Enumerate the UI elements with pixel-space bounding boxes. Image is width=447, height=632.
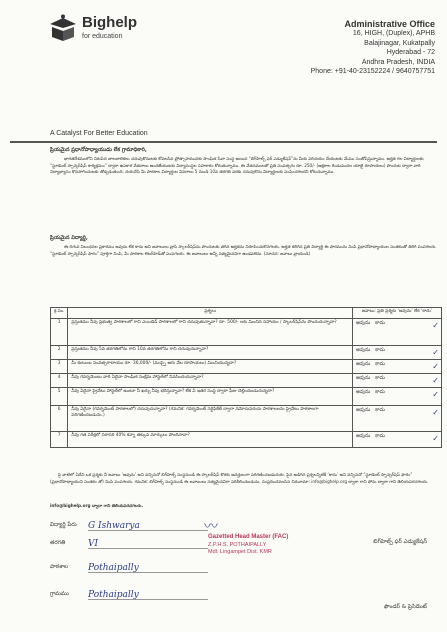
row-answer (353, 319, 442, 346)
body-paragraph-2: ఈ దిగువ నిబంధనల ప్రకారము అవును లేక కాదు అని జవాబులు వ్రాసి స్కాలర్‌షిప్‌ను పొందుటకు తగిన అర్హతను నిరూపించుకొనగలరు. అర్హత కలిగిన ప్రతి విద్యార్థి ఈ ఫారమును నింపి ప్రధానోపాధ్యాయుల సంతకంతో తిరిగి పంపగలరు. “స్టూడెంట్ స్పాన్సర్‌షిప్ ఫారం” పూర్తిగా నింపి, మీ పాఠశాల లెటర్‌హెడ్‌తో పంపగలరు. ఈ జవాబులు అన్నీ సత్యమైనవిగా ఉండవలెను. (సూచన: జవాబు వ్రాయండి) (50, 244, 437, 256)
brand-name: Bighelp (82, 14, 137, 31)
eligibility-table (50, 307, 442, 448)
row-question: మీ కుటుంబ సంవత్సరాదాయం రూ. 36,000/- (ముప్పై ఆరు వేల రూపాయలు) మించియున్నదా? (68, 360, 353, 374)
row-question: నీవు ఏదైనా ప్రైవేటు హాస్టల్‌లో ఉంటూ నీ ఖర్చు నీవు భరిస్తున్నావా? లేక ఏ ఇతర సంస్థ ద్వారా ఫీజు చెల్లించబడుచున్నదా? (68, 388, 353, 406)
answer-no: కాదు (375, 320, 385, 326)
col-header-number: క్ర.సం. (51, 308, 68, 319)
class-row (50, 539, 99, 549)
office-title: Administrative Office (344, 19, 435, 29)
tick-mark-icon: ✓ (432, 362, 439, 371)
school-value: Pothaipally (88, 563, 208, 573)
body-paragraph-1: భారతదేశములోని నిరుపేద బాలబాలికలు చదువుకొనుటకు కోవలసిన ప్రోత్సాహమునకు సాంఘిక సేవా సంస్థ అయిన “బిగ్‌హెల్ప్ ఫర్ ఎడ్యుకేషన్”ను మీకు పరిచయం చేయుటకు మేము సంతోషిస్తున్నాము. అర్హత గల విద్యార్థులకు “స్టూడెంట్ స్పాన్సర్‌షిప్ కార్యక్రమం” ద్వారా ఉపకార వేతనాలు అందజేయుటకు విద్యాసంస్థల సహకారం కోరుతున్నాము. ఈ వేతనములతో ప్రతి సంవత్సరం రూ. 250/- (అక్షరాల రెండువందల యాభై రూపాయలు) పొందుట ద్వారా వారి విద్యాభ్యాసం కొనసాగించుటకు తోడ్పడుతుంది. దయచేసి మీ పాఠశాల విద్యార్థుల వివరాలు 5 నుండి 10వ తరగతి వరకు చదువుకొను విద్యార్థులకు పంపించగలరని కోరుచున్నాము. (50, 156, 424, 175)
row-question: ప్రస్తుతము నీవు 5వ తరగతిలోను గాని 10వ తరగతిలోను గాని చదువుచున్నావా? (68, 346, 353, 360)
brand-subtitle: for education (82, 33, 123, 40)
office-address (311, 20, 435, 76)
table-header-row (51, 308, 442, 319)
row-number: 5 (51, 388, 68, 406)
org-signatory-label: బిగ్‌హెల్ప్ ఫర్ ఎడ్యుకేషన్ (373, 539, 427, 545)
tick-mark-icon: ✓ (432, 376, 439, 385)
answer-yes: అవును (356, 320, 371, 326)
phone-line: Phone: +91-40-23152224 / 9640757751 (310, 68, 435, 76)
row-question: ప్రస్తుతము నీవు ప్రభుత్వ పాఠశాలలో గాని ఎయిడెడ్ పాఠశాలలో గాని చదువుతున్నావా? రూ. 500/- లకు మించిన సహాయం / స్కాలర్‌షిప్‌ను పొందుచున్నావా? (68, 319, 353, 346)
answer-no: కాదు (375, 389, 385, 395)
address-line: Hyderabad - 72 (386, 49, 435, 57)
answer-no: కాదు (375, 375, 385, 381)
answer-yes: అవును (356, 407, 371, 413)
stamp-line-3: Mdl: Lingampet Dist. KMR (208, 549, 272, 555)
row-answer (353, 388, 442, 406)
student-name-value: G Ishwarya (88, 521, 208, 531)
address-line: Balajinagar, Kukatpally (364, 39, 435, 47)
tick-mark-icon: ✓ (432, 390, 439, 399)
row-number: 7 (51, 432, 68, 448)
row-answer (353, 432, 442, 448)
answer-yes: అవును (356, 389, 371, 395)
table-row (51, 319, 442, 346)
row-question: నీవు ఏదైనా (గవర్నమెంట్ పాఠశాలలో) చదువుచున్నావా? (గమనిక: గవర్నమెంట్ సర్టిఫికేట్ ద్వారా నమోదుపరుచు పాఠశాలలను ప్రైవేటు పాఠశాలగా పరిగణించబడును.) (68, 406, 353, 432)
table-row (51, 388, 442, 406)
row-answer (353, 346, 442, 360)
village-row (50, 590, 139, 600)
tagline: A Catalyst For Better Education (50, 130, 148, 137)
tick-mark-icon: ✓ (432, 321, 439, 330)
answer-no: కాదు (375, 361, 385, 367)
answer-no: కాదు (375, 347, 385, 353)
class-label: తరగతి (50, 540, 66, 546)
table-row (51, 432, 442, 448)
headmaster-signature-icon: 〰 (204, 519, 218, 535)
student-name-row (50, 521, 140, 531)
school-label: పాఠశాల (50, 564, 68, 570)
col-header-answer: జవాబు: ప్రతి ప్రశ్నకు ‘అవును’ లేక ‘కాదు’ (353, 308, 442, 319)
village-label: గ్రామము (50, 591, 69, 597)
row-answer (353, 374, 442, 388)
headmaster-stamp (208, 534, 328, 557)
table-row (51, 346, 442, 360)
class-value: VI (88, 539, 208, 549)
student-name-label: విద్యార్థి పేరు (50, 522, 77, 528)
address-line: 16, HIGH, (Duplex), APHB (352, 30, 435, 38)
answer-yes: అవును (356, 361, 371, 367)
row-number: 2 (51, 346, 68, 360)
answer-yes: అవును (356, 375, 371, 381)
row-question: నీవు గత పరీక్షలో సరాసరి 40% కన్నా తక్కువ మార్కులు పొందినావా? (68, 432, 353, 448)
row-number: 6 (51, 406, 68, 432)
tick-mark-icon: ✓ (432, 408, 439, 417)
row-number: 1 (51, 319, 68, 346)
tick-mark-icon: ✓ (432, 348, 439, 357)
salutation: ప్రియమైన ప్రధానోపాధ్యాయుడు లేక గ్రామాధికారి, (50, 147, 147, 153)
header-divider (10, 141, 437, 143)
closing-paragraph: పై వాటిలో ఏదేని ఒక ప్రశ్నకు నీ జవాబు ‘అవును’ అని వచ్చినచో బిగ్‌హెల్ప్ సంస్థనుండి ఈ స్కాలర్‌షిప్ కొరకు అనర్హులుగా పరిగణించబడుదురు. పైన అడిగిన ప్రశ్నలన్నిటికీ ‘కాదు’ అని వచ్చినచో “స్టూడెంట్ స్పాన్సర్‌షిప్ ఫారం” (ప్రధానోపాధ్యాయుని సంతకం తో) నింపి పంపగలరు. గమనిక: బిగ్‌హెల్ప్ సంస్థనుండి ఈ జవాబులు సత్యమైనవిగా పరిశీలించబడును. సంప్రదించవలసిన చిరునామా: info@bighelp.org ద్వారా గాని ఫోను ద్వారా గాని తెలియపరచగలరు. (50, 472, 429, 484)
answer-no: కాదు (375, 407, 385, 413)
village-value: Pothaipally (88, 590, 208, 600)
table-row (51, 374, 442, 388)
col-header-question: ప్రశ్నలు (68, 308, 353, 319)
stamp-line-1: Gazetted Head Master (FAC) (208, 534, 289, 540)
address-line: Andhra Pradesh, INDIA (361, 58, 435, 66)
table-row (51, 406, 442, 432)
row-answer (353, 360, 442, 374)
answer-yes: అవును (356, 347, 371, 353)
tick-mark-icon: ✓ (432, 434, 439, 443)
row-number: 4 (51, 374, 68, 388)
bighelp-logo-icon (48, 14, 78, 42)
row-question: నీవు గవర్నమెంటు వారి ఏదైనా సాంఘిక సంక్షేమ హాస్టల్‌లో నివసించుచున్నావా? (68, 374, 353, 388)
answer-yes: అవును (356, 433, 371, 439)
table-row (51, 360, 442, 374)
stamp-line-2: Z.P.H.S. POTHAIPALLY (208, 541, 267, 548)
student-salutation: ప్రియమైన విద్యార్థి, (50, 235, 88, 241)
founder-label: ఫౌండర్ & ప్రెసిడెంట్ (384, 604, 427, 610)
row-answer (353, 406, 442, 432)
answer-no: కాదు (375, 433, 385, 439)
row-number: 3 (51, 360, 68, 374)
school-row (50, 563, 139, 573)
email-line: info@bighelp.org ద్వారా గాని తెలియపరచగలరు. (50, 503, 144, 508)
